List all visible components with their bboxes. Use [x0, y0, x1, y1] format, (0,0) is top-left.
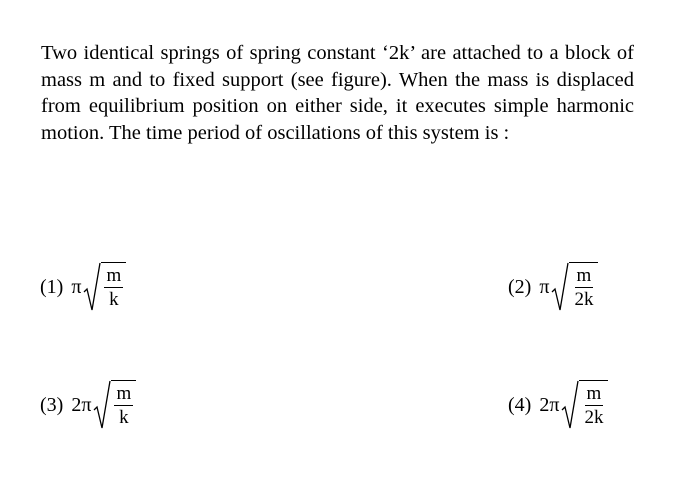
option-coefficient: π [539, 275, 550, 298]
square-root [561, 380, 608, 430]
option-number: (3) [40, 393, 64, 416]
radical-sign-icon [83, 262, 101, 312]
radical-sign-icon [551, 262, 569, 312]
option-coefficient: 2π [539, 393, 560, 416]
fraction [104, 265, 123, 310]
fraction-denominator: 2k [574, 289, 594, 310]
fraction-numerator: m [106, 265, 122, 286]
option-4[interactable] [508, 380, 608, 430]
fraction-numerator: m [576, 265, 592, 286]
fraction-denominator: k [109, 289, 119, 310]
square-root [93, 380, 136, 430]
radical-sign-icon [561, 380, 579, 430]
option-number: (4) [508, 393, 532, 416]
square-root [83, 262, 126, 312]
square-root [551, 262, 598, 312]
fraction [582, 383, 605, 428]
option-number: (1) [40, 275, 64, 298]
option-2[interactable] [508, 262, 598, 312]
fraction-numerator: m [116, 383, 132, 404]
fraction [114, 383, 133, 428]
option-1[interactable] [40, 262, 126, 312]
option-coefficient: π [71, 275, 82, 298]
fraction-denominator: k [119, 407, 129, 428]
question-text: Two identical springs of spring constant ‘2k’ are attached to a block of mass m and to fixed support (see figure). When the mass is displaced from equilibrium position on either side, it executes simple harmonic motion. The time period of oscillations of this system is : [41, 42, 634, 144]
fraction [572, 265, 595, 310]
radical-sign-icon [93, 380, 111, 430]
fraction-denominator: 2k [584, 407, 604, 428]
option-coefficient: 2π [71, 393, 92, 416]
option-3[interactable] [40, 380, 136, 430]
fraction-numerator: m [586, 383, 602, 404]
option-number: (2) [508, 275, 532, 298]
